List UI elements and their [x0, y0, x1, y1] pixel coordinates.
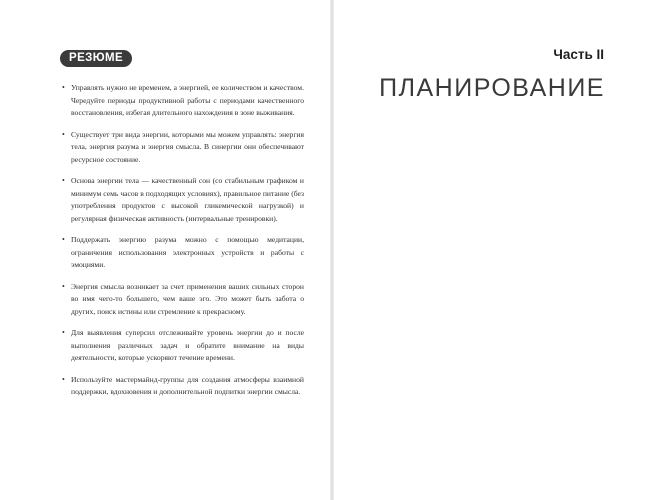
summary-bullet: • Используйте мастермайнд-группы для создания атмосферы взаимной поддержки, вдохновения и дополнительной подпитки энергии смысла. — [62, 374, 304, 399]
summary-bullet: • Поддержать энергию разума можно с помощью медитации, ограничения использования электронных устройств и работы с эмоциями. — [62, 234, 304, 272]
part-label: Часть II — [553, 47, 604, 62]
section-title: ПЛАНИРОВАНИЕ — [379, 74, 605, 102]
summary-badge: РЕЗЮМЕ — [60, 50, 132, 67]
right-page — [334, 0, 664, 500]
summary-list — [62, 82, 304, 408]
summary-bullet: • Существует три вида энергии, которыми мы можем управлять: энергия тела, энергия разума и энергия смысла. В синергии они обеспечивают ресурсное состояние. — [62, 129, 304, 167]
summary-bullet: • Основа энергии тела — качественный сон (со стабильным графиком и минимум семь часов в подходящих условиях), правильное питание (без употребления продуктов с высокой гликемической нагрузкой) и регулярная физическая активность (интервальные тренировки). — [62, 175, 304, 225]
summary-bullet: • Энергия смысла возникает за счет применения ваших сильных сторон во имя чего-то большего, чем ваше эго. Это может быть забота о других, поиск истины или стремление к прекрасному. — [62, 281, 304, 319]
summary-bullet: • Для выявления суперсил отслеживайте уровень энергии до и после выполнения различных задач и обратите внимание на виды деятельности, которые ускоряют течение времени. — [62, 327, 304, 365]
summary-bullet: • Управлять нужно не временем, а энергией, ее количеством и качеством. Чередуйте периоды продуктивной работы с периодами качественного восстановления, избегая длительного нахождения в зоне выживания. — [62, 82, 304, 120]
left-page — [0, 0, 330, 500]
